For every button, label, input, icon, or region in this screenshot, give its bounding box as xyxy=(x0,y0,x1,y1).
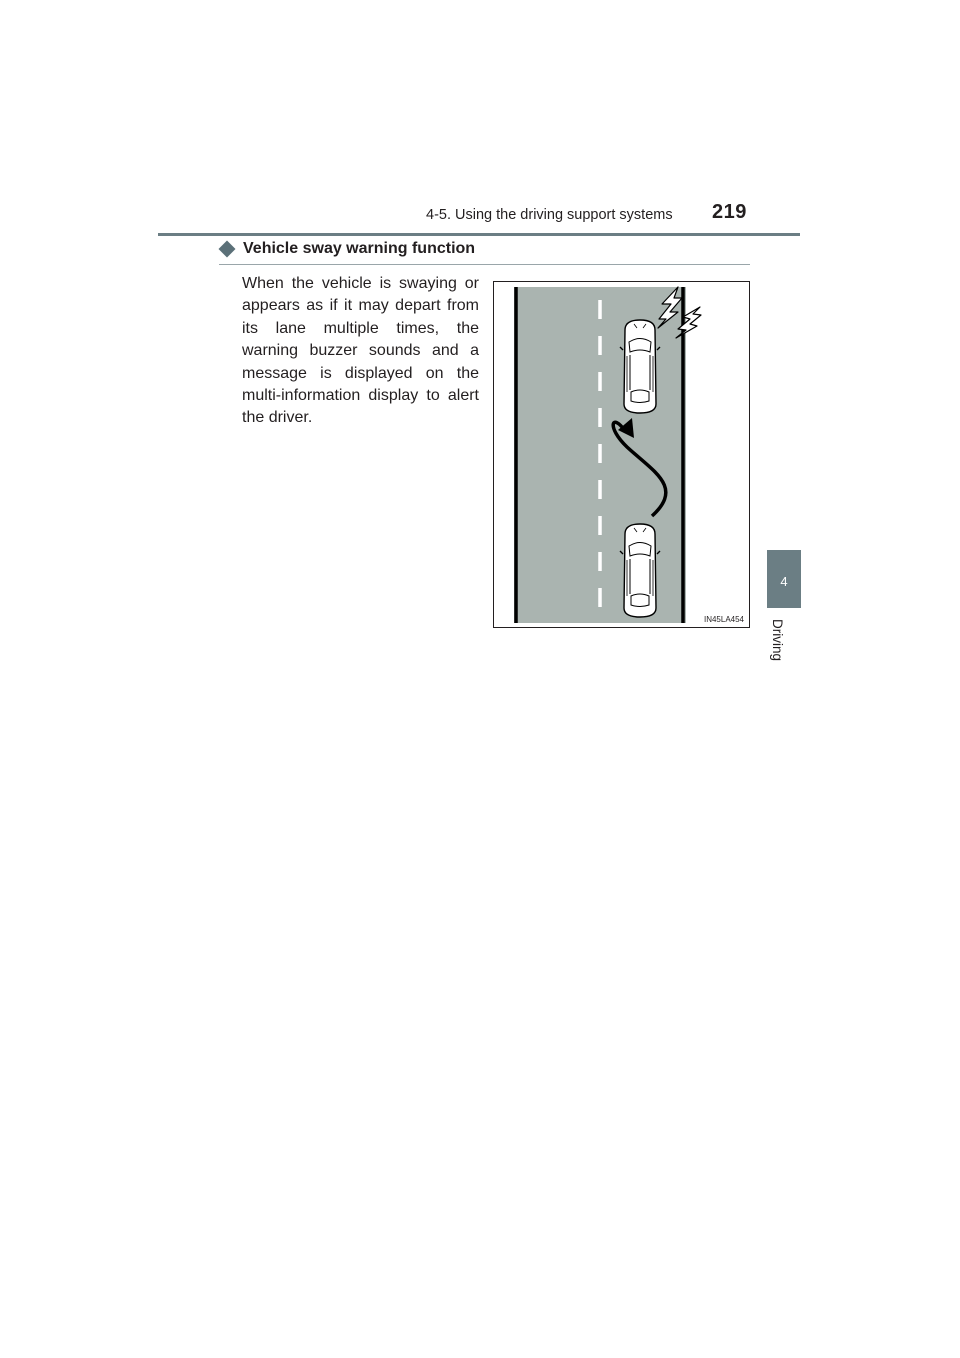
car-swaying xyxy=(620,320,660,413)
diamond-icon xyxy=(219,241,236,258)
body-text: When the vehicle is swaying or appears as if it may depart from its lane multiple times, the warning buzzer sounds and a message is displayed on the multi-information display to alert the driver. xyxy=(242,275,479,427)
section-heading-text: Vehicle sway warning function xyxy=(243,240,476,257)
figure-id: IN45LA454 xyxy=(703,615,744,624)
road-illustration xyxy=(494,282,749,627)
header-section-title: 4-5. Using the driving support systems xyxy=(426,207,673,223)
section-heading xyxy=(219,240,475,258)
heading-rule xyxy=(219,264,750,265)
chapter-number: 4 xyxy=(780,574,788,589)
chapter-label xyxy=(770,619,800,679)
car-start xyxy=(620,524,660,617)
page-number: 219 xyxy=(712,201,747,223)
chapter-label-text: Driving xyxy=(770,619,785,662)
illustration xyxy=(493,281,750,628)
header-rule xyxy=(158,233,800,236)
